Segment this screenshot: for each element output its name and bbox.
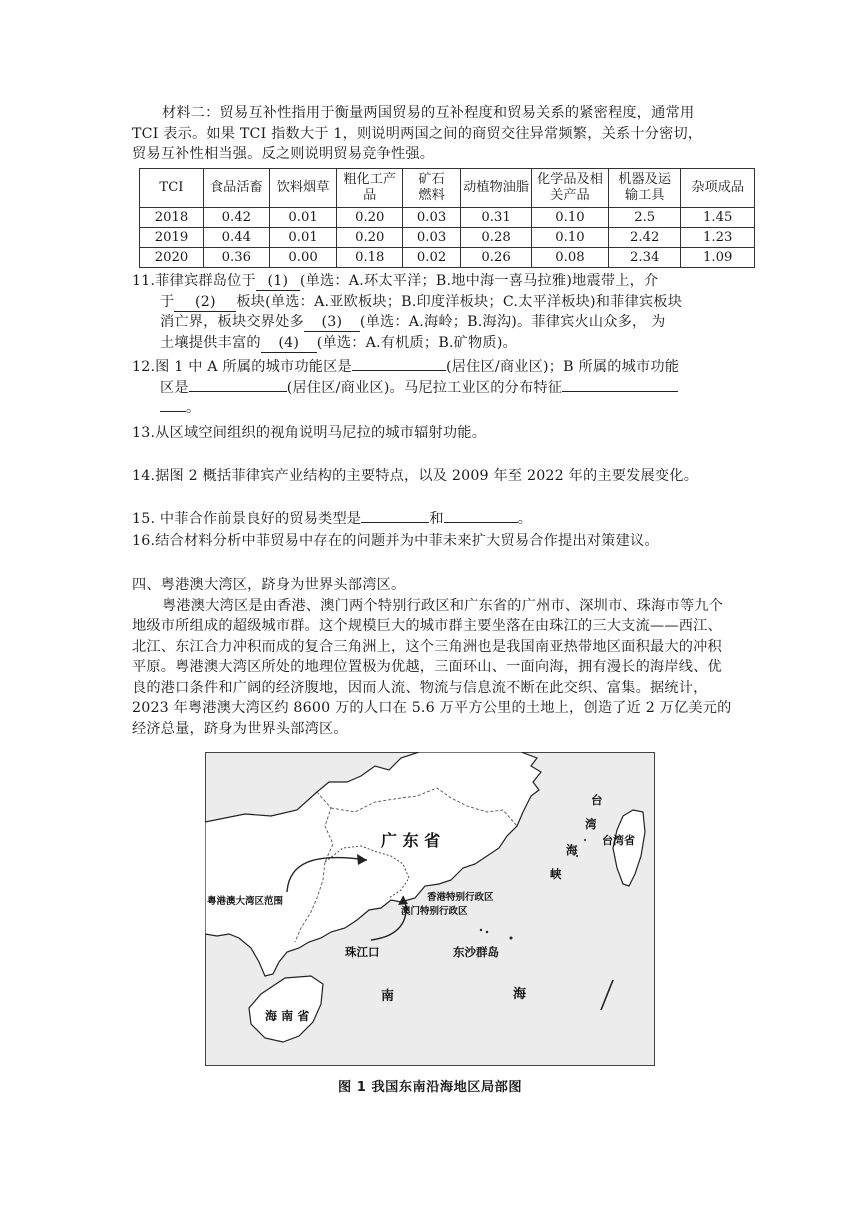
material-line-1: 材料二：贸易互补性指用于衡量两国贸易的互补程度和贸易关系的紧密程度，通常用 xyxy=(162,105,695,121)
table-header-row xyxy=(140,169,755,208)
table-cell: 0.20 xyxy=(337,208,403,228)
question-11 xyxy=(132,271,732,353)
table-row xyxy=(140,208,755,228)
table-cell: 2.42 xyxy=(608,228,681,248)
section-body: 粤港澳大湾区是由香港、澳门两个特别行政区和广东省的广州市、深圳市、珠海市等九个地级市所组成的超级城市群。这个规模巨大的城市群主要坐落在由珠江的三大支流——西江、北江、东江合力冲积而成的复合三角洲上，这个三角洲也是我国南亚热带地区面积最大的冲积平原。粤港澳大湾区所处的地理位置极为优越，三面环山、一面向海，拥有漫长的海岸线、优良的港口条件和广阔的经济腹地，因而人流、物流与信息流不断在此交织、富集。据统计，2023 年粤港澳大湾区约 8600 万的人口在 5.6 万平方公里的土地上，创造了近 2 万亿美元的经济总量，跻身为世界头部湾区。 xyxy=(132,597,732,737)
answer-blank-4[interactable]: (4) xyxy=(261,335,317,353)
section-four xyxy=(132,575,732,739)
label-gba-range: 粤港澳大湾区范围 xyxy=(207,896,284,907)
q12-part: (居住区/商业区)；B 所属的城市功能 xyxy=(445,359,680,375)
q11-text xyxy=(132,271,732,353)
tci-table xyxy=(139,168,755,268)
table-row xyxy=(140,248,755,268)
label-hainan: 海 南 省 xyxy=(265,1009,310,1023)
table-cell: 0.10 xyxy=(532,228,609,248)
q11-part: 于 xyxy=(160,293,175,310)
table-cell: 0.26 xyxy=(461,248,532,268)
label-strait-1: 台 xyxy=(591,793,603,807)
header-text: 化学品及相关产品 xyxy=(536,172,603,203)
table-cell: 2020 xyxy=(140,248,204,268)
table-cell: 0.03 xyxy=(403,208,461,228)
answer-blank-1[interactable]: (1) xyxy=(256,273,300,291)
q11-part: 土壤提供丰富的 xyxy=(160,334,261,351)
label-dongsha: 东沙群岛 xyxy=(453,945,499,959)
label-taiwan: 台湾省 xyxy=(602,834,635,847)
figure-caption: 图 1 我国东南沿海地区局部图 xyxy=(337,1080,523,1095)
table-cell: 0.02 xyxy=(403,248,461,268)
q12-part: (居住区/商业区)。马尼拉工业区的分布特征 xyxy=(286,379,563,396)
label-strait-2: 湾 xyxy=(585,817,597,831)
southeast-coast-map xyxy=(205,752,655,1066)
header-cell: 食品活畜 xyxy=(203,169,269,208)
table-cell: 0.44 xyxy=(203,228,269,248)
section-title: 四、粤港澳大湾区，跻身为世界头部湾区。 xyxy=(132,577,406,593)
label-strait-3: 海 xyxy=(566,843,578,857)
q12-text xyxy=(132,357,732,419)
q11-part: (单选：A.海岭；B.海沟)。菲律宾火山众多， 为 xyxy=(359,314,666,330)
table-cell: 0.36 xyxy=(203,248,269,268)
label-south: 南 xyxy=(381,989,395,1004)
table-cell: 0.28 xyxy=(461,228,532,248)
label-sea: 海 xyxy=(513,987,527,1002)
header-cell xyxy=(608,169,681,208)
table-cell: 1.45 xyxy=(681,208,755,228)
q15-part: 。 xyxy=(517,511,533,527)
header-text: 动植物油脂 xyxy=(463,180,530,195)
header-text: 机器及运输工具 xyxy=(618,172,672,203)
answer-blank-3[interactable]: (3) xyxy=(304,314,360,332)
header-cell xyxy=(461,169,532,208)
question-13 xyxy=(132,423,732,444)
table-cell: 0.18 xyxy=(337,248,403,268)
answer-blank-2[interactable]: (2) xyxy=(174,294,236,312)
header-text: 矿石燃料 xyxy=(418,172,445,203)
q12-part: 区是 xyxy=(160,379,189,396)
header-cell: 杂项成品 xyxy=(681,169,755,208)
q16-text: 16.结合材料分析中菲贸易中存在的问题并为中菲未来扩大贸易合作提出对策建议。 xyxy=(132,533,659,549)
label-guangdong: 广 东 省 xyxy=(381,831,441,850)
header-cell xyxy=(532,169,609,208)
q11-part: 板块(单选：A.亚欧板块；B.印度洋板块；C.太平洋板块)和菲律宾板块 xyxy=(236,293,683,310)
question-12 xyxy=(132,357,732,419)
table-cell: 0.42 xyxy=(203,208,269,228)
answer-blank-a[interactable] xyxy=(352,370,446,371)
question-14 xyxy=(132,466,732,487)
label-hk: 香港特别行政区 xyxy=(427,892,494,903)
q11-part: 消亡界，板块交界处多 xyxy=(160,314,304,330)
q11-part: 11.菲律宾群岛位于 xyxy=(132,273,256,289)
table-cell: 0.03 xyxy=(403,228,461,248)
q12-part: 12.图 1 中 A 所属的城市功能区是 xyxy=(132,359,352,375)
table-cell: 0.00 xyxy=(269,248,337,268)
answer-blank-industry-cont[interactable] xyxy=(160,411,186,412)
table-cell: 0.20 xyxy=(337,228,403,248)
q11-part: (单选：A.有机质；B.矿物质)。 xyxy=(316,334,517,351)
q15-text xyxy=(132,509,732,530)
q15-part: 和 xyxy=(429,511,444,527)
table-cell: 0.08 xyxy=(532,248,609,268)
q11-part: (单选：A.环太平洋；B.地中海一喜马拉雅)地震带上，介 xyxy=(299,273,659,289)
header-cell xyxy=(337,169,403,208)
answer-blank-trade-2[interactable] xyxy=(444,522,518,523)
table-cell: 0.01 xyxy=(269,228,337,248)
material-line-3: 贸易互补性相当强。反之则说明贸易竞争性强。 xyxy=(132,146,435,162)
table-row xyxy=(140,228,755,248)
table-cell: 2019 xyxy=(140,228,204,248)
header-cell: 饮料烟草 xyxy=(269,169,337,208)
question-15 xyxy=(132,509,732,530)
table-cell: 0.31 xyxy=(461,208,532,228)
q13-text: 13.从区域空间组织的视角说明马尼拉的城市辐射功能。 xyxy=(132,425,487,441)
table-cell: 1.09 xyxy=(681,248,755,268)
table-cell: 0.01 xyxy=(269,208,337,228)
header-cell xyxy=(403,169,461,208)
header-cell: TCI xyxy=(140,169,204,208)
table-cell: 2.5 xyxy=(608,208,681,228)
label-strait-4: 峡 xyxy=(550,867,562,881)
q12-part: 。 xyxy=(186,400,201,416)
table-cell: 2.34 xyxy=(608,248,681,268)
label-macau: 澳门特别行政区 xyxy=(401,906,468,917)
answer-blank-trade-1[interactable] xyxy=(361,522,429,523)
header-text: 粗化工产品 xyxy=(343,172,397,203)
question-16 xyxy=(132,531,732,552)
answer-blank-industry[interactable] xyxy=(562,391,678,392)
material-line-2: TCI 表示。如果 TCI 指数大于 1，则说明两国之间的商贸交往异常频繁，关系十分密切， xyxy=(132,125,703,142)
table-cell: 1.23 xyxy=(681,228,755,248)
label-pearl-mouth: 珠江口 xyxy=(345,945,380,959)
table-cell: 2018 xyxy=(140,208,204,228)
q14-text: 14.据图 2 概括菲律宾产业结构的主要特点，以及 2009 年至 2022 年的主要发展变化。 xyxy=(132,468,699,484)
material-two xyxy=(132,103,732,165)
table-cell: 0.10 xyxy=(532,208,609,228)
q15-part: 15. 中菲合作前景良好的贸易类型是 xyxy=(132,511,362,527)
answer-blank-b[interactable] xyxy=(189,391,287,392)
